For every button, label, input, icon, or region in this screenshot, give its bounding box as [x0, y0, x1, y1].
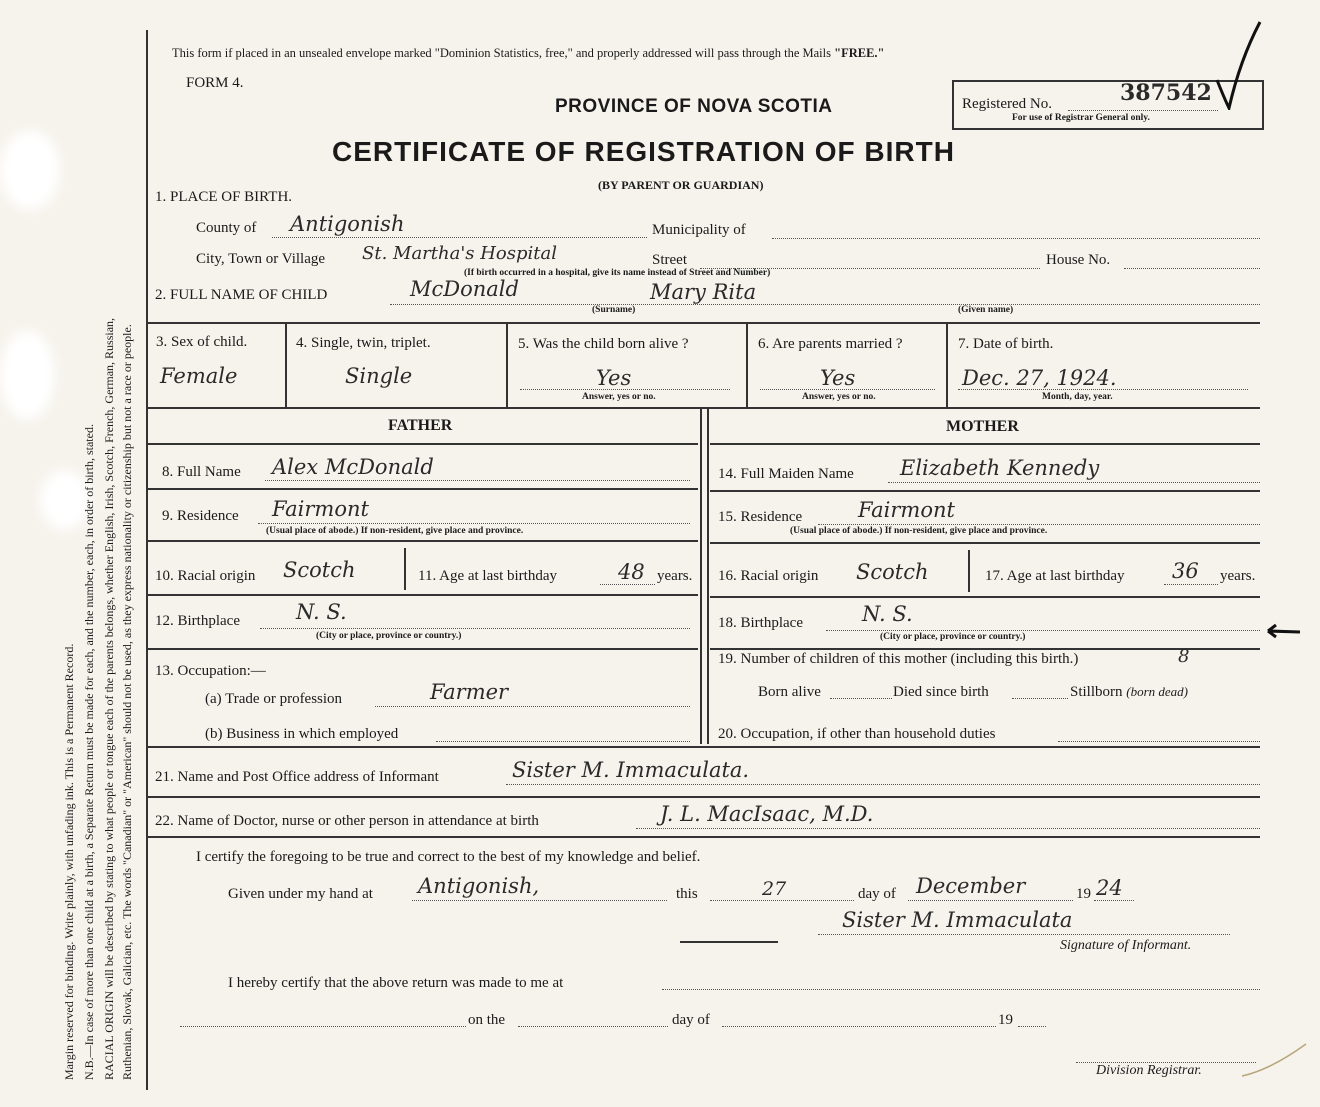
married-value: Yes: [820, 366, 856, 390]
given-under-label: Given under my hand at: [228, 886, 373, 902]
child-name-label: 2. FULL NAME OF CHILD: [155, 287, 328, 303]
doctor-value: J. L. MacIsaac, M.D.: [660, 802, 874, 826]
father-age-value: 48: [618, 560, 645, 584]
registered-dotted-line: [1068, 110, 1218, 111]
died-since-birth-label: Died since birth: [893, 684, 989, 700]
father-age-line: [600, 584, 655, 585]
this-label: this: [676, 886, 698, 902]
city-value: St. Martha's Hospital: [362, 243, 558, 264]
mother-racial-label: 16. Racial origin: [718, 568, 819, 584]
registrar-statement: I hereby certify that the above return was made to me at: [228, 975, 564, 991]
registrar-year-line: [1018, 1026, 1046, 1027]
dob-label: 7. Date of birth.: [958, 336, 1054, 352]
father-residence-value: Fairmont: [272, 497, 369, 521]
father-racial-value: Scotch: [283, 558, 356, 582]
mother-age-label: 17. Age at last birthday: [985, 568, 1125, 584]
form-left-border: [146, 30, 148, 1090]
born-alive-label: Born alive: [758, 684, 821, 700]
father-trade-line: [375, 706, 690, 707]
born-alive-line: [830, 698, 892, 699]
year-line: [1094, 900, 1134, 901]
stillborn-note: (born dead): [1126, 684, 1189, 699]
certificate-title: CERTIFICATE OF REGISTRATION OF BIRTH: [332, 136, 955, 167]
mother-children-value: 8: [1178, 646, 1190, 667]
registrar-month-line: [722, 1026, 996, 1027]
month-value: December: [916, 874, 1026, 898]
father-row-rule-2: [148, 540, 698, 542]
certificate-subtitle: (BY PARENT OR GUARDIAN): [598, 178, 764, 192]
married-caption: Answer, yes or no.: [802, 392, 876, 402]
father-row-rule-1: [148, 488, 698, 490]
mother-occupation-line: [1058, 741, 1260, 742]
given-place-line: [412, 900, 667, 901]
doctor-line: [636, 828, 1260, 829]
mother-age-years: years.: [1220, 568, 1256, 584]
mother-birthplace-line: [826, 630, 1260, 631]
mother-birthplace-value: N. S.: [862, 602, 913, 626]
registered-label: Registered No.: [962, 96, 1052, 112]
row-divider-4: [148, 796, 1260, 798]
father-age-label: 11. Age at last birthday: [418, 568, 557, 584]
division-registrar-caption: Division Registrar.: [1096, 1063, 1202, 1078]
certification-statement: I certify the foregoing to be true and correct to the best of my knowledge and belief.: [196, 849, 701, 865]
mother-name-line: [888, 482, 1260, 483]
mother-racial-value: Scotch: [856, 560, 929, 584]
house-no-label: House No.: [1046, 252, 1111, 268]
died-since-birth-line: [1012, 698, 1068, 699]
father-residence-caption: (Usual place of abode.) If non-resident, give place and province.: [266, 526, 524, 536]
father-racial-label: 10. Racial origin: [155, 568, 256, 584]
registrar-year-prefix: 19: [998, 1012, 1013, 1028]
doctor-label: 22. Name of Doctor, nurse or other person in attendance at birth: [155, 813, 539, 829]
child-given-name: Mary Rita: [650, 280, 757, 304]
row-divider-3: [148, 746, 1260, 748]
father-residence-label: 9. Residence: [162, 508, 239, 524]
given-place-value: Antigonish,: [418, 874, 540, 898]
mother-heading: MOTHER: [946, 418, 1019, 435]
father-heading-rule: [148, 443, 698, 445]
plurality-label: 4. Single, twin, triplet.: [296, 335, 431, 351]
mother-age-line: [1164, 584, 1218, 585]
mother-birthplace-caption: (City or place, province or country.): [880, 632, 1026, 642]
alive-label: 5. Was the child born alive ?: [518, 336, 689, 352]
dob-caption: Month, day, year.: [1042, 392, 1113, 402]
plurality-value: Single: [345, 364, 413, 388]
alive-value: Yes: [596, 366, 632, 390]
sex-value: Female: [160, 364, 238, 388]
municipality-line: [772, 238, 1260, 239]
paper-wear-top: [0, 130, 60, 210]
signature-left-rule: [680, 941, 778, 943]
signature-line: [818, 934, 1230, 935]
informant-signature: Sister M. Immaculata: [842, 908, 1073, 932]
county-line: [272, 237, 647, 238]
registrar-note: For use of Registrar General only.: [1012, 113, 1150, 123]
mother-age-value: 36: [1172, 559, 1199, 583]
father-heading: FATHER: [388, 417, 453, 434]
stillborn-label: Stillborn (born dead): [1070, 684, 1189, 700]
col-divider-alive: [746, 322, 748, 407]
place-of-birth-heading: 1. PLACE OF BIRTH.: [155, 189, 293, 205]
registered-number: 387542: [1120, 80, 1212, 106]
county-value: Antigonish: [290, 212, 405, 236]
signature-caption: Signature of Informant.: [1060, 938, 1192, 953]
form-number: FORM 4.: [186, 75, 244, 91]
registrar-on-the: on the: [468, 1012, 506, 1028]
registrar-day-line: [518, 1026, 668, 1027]
mother-row-rule-1: [710, 490, 1260, 492]
married-label: 6. Are parents married ?: [758, 336, 903, 352]
pencil-mark-icon: [1240, 1040, 1310, 1080]
surname-caption: (Surname): [592, 305, 636, 315]
father-business-label: (b) Business in which employed: [205, 726, 399, 742]
father-birthplace-label: 12. Birthplace: [155, 613, 240, 629]
mother-name-label: 14. Full Maiden Name: [718, 466, 854, 482]
alive-line: [520, 389, 730, 390]
mother-children-label: 19. Number of children of this mother (including this birth.): [718, 651, 1079, 667]
margin-note-binding: Margin reserved for binding. Write plainly, with unfading ink. This is a Permanent Record.: [62, 643, 76, 1080]
mother-racial-divider: [968, 550, 970, 592]
hospital-note: (If birth occurred in a hospital, give its name instead of Street and Number): [464, 268, 771, 278]
province-name: PROVINCE OF NOVA SCOTIA: [555, 96, 833, 117]
parents-center-divider-1: [700, 407, 702, 744]
given-name-caption: (Given name): [958, 305, 1014, 315]
mother-row-rule-2: [710, 542, 1260, 544]
registrar-place-line: [662, 989, 1260, 990]
check-mark-icon: [1215, 20, 1265, 110]
row-divider-5: [148, 836, 1260, 838]
mail-notice: This form if placed in an unsealed envelope marked "Dominion Statistics, free," and properly addressed will pass through the Mails "FREE.": [172, 46, 885, 60]
father-age-years: years.: [657, 568, 693, 584]
day-value: 27: [762, 878, 787, 900]
married-line: [760, 389, 935, 390]
mother-name-value: Elizabeth Kennedy: [900, 456, 1100, 480]
father-trade-label: (a) Trade or profession: [205, 691, 343, 707]
paper-wear-mid: [0, 330, 55, 420]
informant-value: Sister M. Immaculata.: [512, 758, 750, 782]
row-divider-1: [148, 322, 1260, 324]
child-name-line: [390, 304, 1260, 305]
father-business-line: [436, 741, 690, 742]
city-label: City, Town or Village: [196, 251, 326, 267]
registrar-day-of: day of: [672, 1012, 710, 1028]
child-surname: McDonald: [410, 277, 519, 301]
dob-line: [958, 389, 1248, 390]
municipality-label: Municipality of: [652, 222, 746, 238]
mother-residence-line: [818, 524, 1260, 525]
street-label: Street: [652, 252, 687, 268]
father-name-line: [265, 480, 690, 481]
year-value: 24: [1096, 876, 1123, 900]
father-birthplace-value: N. S.: [296, 600, 347, 624]
alive-caption: Answer, yes or no.: [582, 392, 656, 402]
father-row-rule-4: [148, 648, 698, 650]
father-birthplace-caption: (City or place, province or country.): [316, 631, 462, 641]
parents-center-divider-2: [707, 407, 709, 744]
sex-label: 3. Sex of child.: [156, 334, 248, 350]
father-occupation-label: 13. Occupation:—: [155, 663, 266, 679]
arrow-pointer-icon: [1262, 622, 1302, 640]
mother-residence-value: Fairmont: [858, 498, 955, 522]
col-divider-married: [946, 322, 948, 407]
row-divider-2: [148, 407, 1260, 409]
col-divider-plurality: [506, 322, 508, 407]
father-name-label: 8. Full Name: [162, 464, 241, 480]
county-label: County of: [196, 220, 257, 236]
father-racial-divider: [404, 548, 406, 590]
col-divider-sex: [285, 322, 287, 407]
month-line: [908, 900, 1073, 901]
margin-note-nb: N.B.—In case of more than one child at a birth, a Separate Return must be made for each, and the number, each, in order of birth, stated.: [82, 424, 96, 1080]
margin-note-racial-2: Ruthenian, Slovak, Galician, etc. The words "Canadian" or "American" should not be used, as they express nationality or citizenship but not a race or people.: [120, 324, 134, 1080]
mother-residence-caption: (Usual place of abode.) If non-resident, give place and province.: [790, 526, 1048, 536]
registrar-place-line-2: [180, 1026, 466, 1027]
informant-line: [506, 784, 1260, 785]
mother-heading-rule: [710, 443, 1260, 445]
father-birthplace-line: [260, 628, 690, 629]
mother-birthplace-label: 18. Birthplace: [718, 615, 803, 631]
father-residence-line: [258, 523, 690, 524]
mother-row-rule-3: [710, 596, 1260, 598]
margin-note-racial: RACIAL ORIGIN will be described by stating to what people or tongue each of the parents belongs, whether English, Irish, Scotch, French, German, Russian,: [102, 317, 116, 1080]
father-trade-value: Farmer: [430, 680, 509, 704]
father-row-rule-3: [148, 594, 698, 596]
mother-occupation-label: 20. Occupation, if other than household duties: [718, 726, 996, 742]
house-no-line: [1124, 268, 1260, 269]
day-of-label: day of: [858, 886, 896, 902]
day-line: [710, 900, 854, 901]
mother-residence-label: 15. Residence: [718, 509, 803, 525]
father-name-value: Alex McDonald: [272, 455, 434, 479]
dob-value: Dec. 27, 1924.: [962, 366, 1117, 390]
year-prefix: 19: [1076, 886, 1091, 902]
informant-label: 21. Name and Post Office address of Informant: [155, 769, 439, 785]
